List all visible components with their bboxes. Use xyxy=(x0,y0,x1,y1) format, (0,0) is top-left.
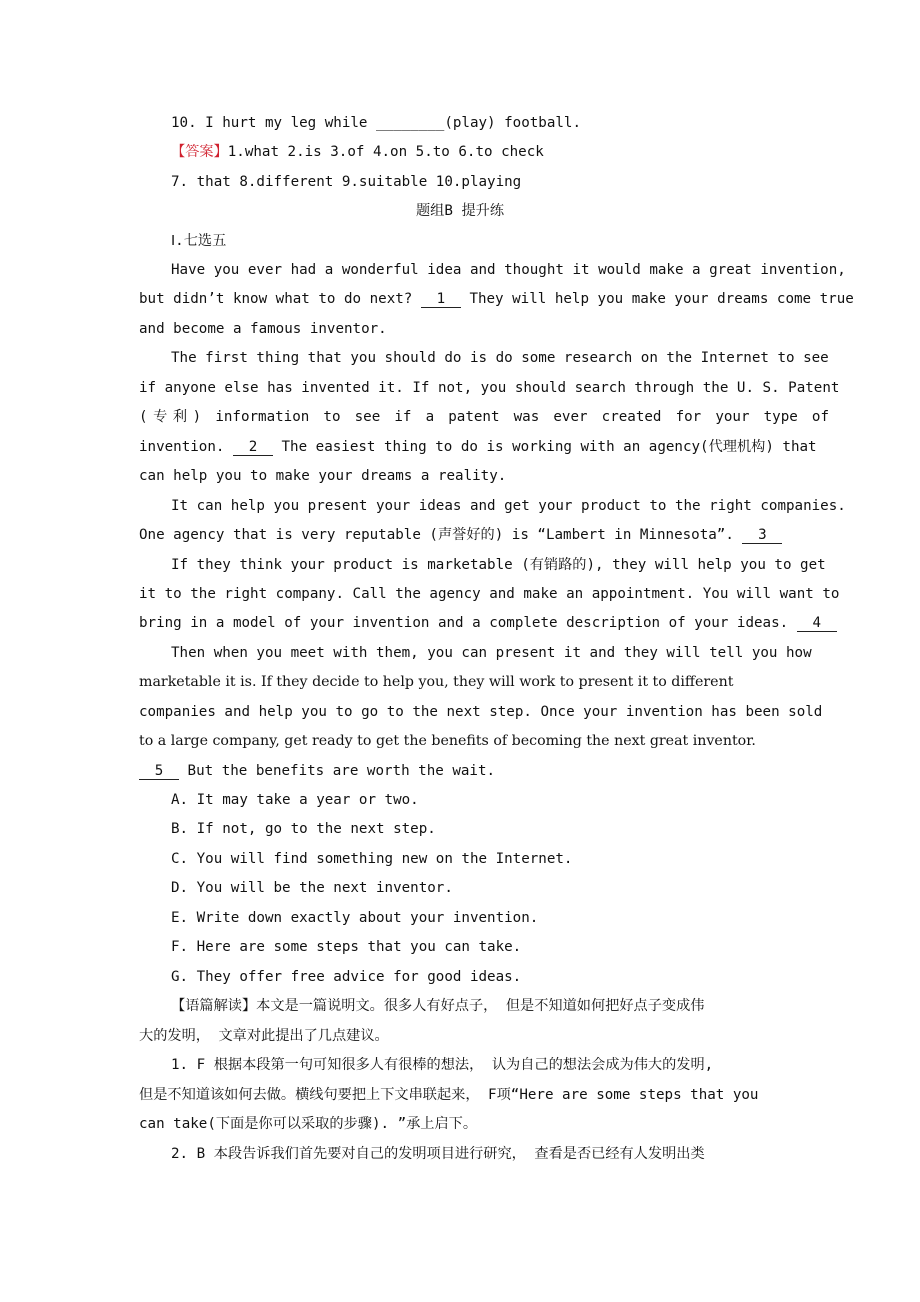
p5-line-5 xyxy=(139,761,829,781)
blank-4: 4 xyxy=(797,615,837,632)
explain-2-line-1: 2. B 本段告诉我们首先要对自己的发明项目进行研究， 查看是否已经有人发明出类 xyxy=(171,1146,705,1162)
part-heading: Ⅰ.七选五 xyxy=(171,233,227,249)
p4-line-1: If they think your product is marketable (有销路的), they will help you to get xyxy=(171,557,826,573)
p3-line-2 xyxy=(139,525,829,545)
blank-2: 2 xyxy=(233,439,273,456)
question-10: 10. I hurt my leg while ________(play) football. xyxy=(171,115,581,131)
p5-text-a: But the benefits are worth the wait. xyxy=(187,763,496,779)
p1-line-3: and become a famous inventor. xyxy=(139,321,387,337)
explain-1-line-1: 1. F 根据本段第一句可知很多人有很棒的想法， 认为自己的想法会成为伟大的发明, xyxy=(171,1057,714,1073)
explain-1-line-3: can take(下面是你可以采取的步骤). ”承上启下。 xyxy=(139,1116,478,1132)
blank-1: 1 xyxy=(421,291,461,308)
answer-line-1 xyxy=(171,142,861,162)
option-g: G. They offer free advice for good ideas. xyxy=(171,969,522,985)
option-f: F. Here are some steps that you can take. xyxy=(171,939,522,955)
analysis-line-1: 【语篇解读】本文是一篇说明文。很多人有好点子， 但是不知道如何把好点子变成伟 xyxy=(171,998,705,1014)
p1-text-b: They will help you make your dreams come true xyxy=(469,291,854,307)
p1-line-1: Have you ever had a wonderful idea and thought it would make a great invention, xyxy=(171,262,846,278)
p2-line-3: (专利) information to see if a patent was ever created for your type of xyxy=(139,409,829,425)
option-a: A. It may take a year or two. xyxy=(171,792,419,808)
option-e: E. Write down exactly about your invention. xyxy=(171,910,539,926)
section-title: 题组B 提升练 xyxy=(415,203,505,219)
answer-label: 【答案】 xyxy=(171,144,228,160)
blank-3: 3 xyxy=(742,527,782,544)
p4-line-3 xyxy=(139,613,829,633)
p5-line-1: Then when you meet with them, you can present it and they will tell you how xyxy=(171,645,812,661)
option-b: B. If not, go to the next step. xyxy=(171,821,436,837)
p5-line-4: to a large company, get ready to get the benefits of becoming the next great inventor. xyxy=(139,733,756,749)
option-d: D. You will be the next inventor. xyxy=(171,880,453,896)
p2-line-5: can help you to make your dreams a reality. xyxy=(139,468,507,484)
analysis-line-2: 大的发明， 文章对此提出了几点建议。 xyxy=(139,1028,389,1044)
p1-text-a: but didn’t know what to do next? xyxy=(139,291,413,307)
p4-line-2: it to the right company. Call the agency and make an appointment. You will want to xyxy=(139,586,840,602)
answer-values-1: 1.what 2.is 3.of 4.on 5.to 6.to check xyxy=(227,144,544,160)
explain-1-line-2: 但是不知道该如何去做。横线句要把上下文串联起来， F项“Here are some steps that you xyxy=(139,1087,759,1103)
p2-line-4 xyxy=(139,437,829,457)
p2-text-a: invention. xyxy=(139,439,225,455)
blank-5: 5 xyxy=(139,763,179,780)
p2-line-1: The first thing that you should do is do some research on the Internet to see xyxy=(171,350,829,366)
p5-line-2: marketable it is. If they decide to help you, they will work to present it to different xyxy=(139,674,734,690)
answer-line-2: 7. that 8.different 9.suitable 10.playing xyxy=(171,174,522,190)
p3-line-1: It can help you present your ideas and get your product to the right companies. xyxy=(171,498,846,514)
p2-line-2: if anyone else has invented it. If not, you should search through the U. S. Patent xyxy=(139,380,840,396)
option-c: C. You will find something new on the Internet. xyxy=(171,851,573,867)
p3-text-a: One agency that is very reputable (声誉好的) is “Lambert in Minnesota”. xyxy=(139,527,734,543)
p4-text-a: bring in a model of your invention and a complete description of your ideas. xyxy=(139,615,789,631)
p2-text-b: The easiest thing to do is working with an agency(代理机构) that xyxy=(281,439,817,455)
p5-line-3: companies and help you to go to the next step. Once your invention has been sold xyxy=(139,704,823,720)
p1-line-2 xyxy=(139,289,854,309)
